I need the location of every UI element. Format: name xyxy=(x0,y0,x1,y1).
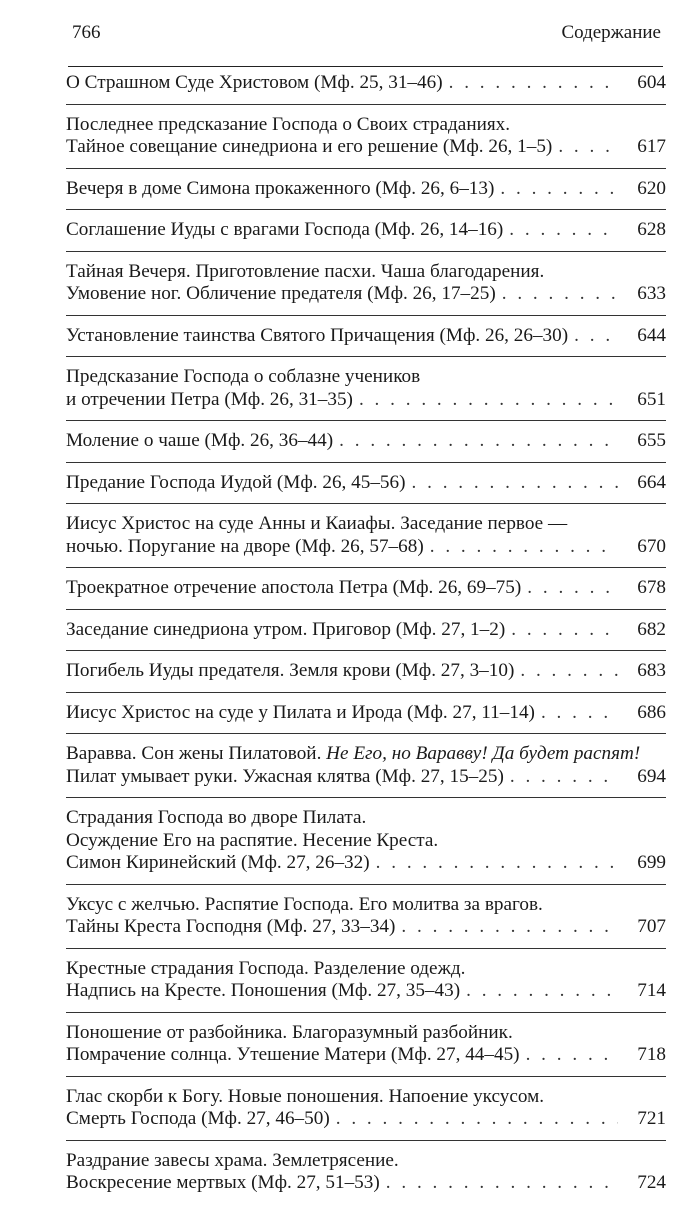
toc-entry-last-line xyxy=(66,389,666,412)
toc-entry-line: Тайная Вечеря. Приготовление пасхи. Чаша благодарения. xyxy=(66,260,545,282)
toc-entry-line: Раздрание завесы храма. Землетрясение. xyxy=(66,1149,399,1171)
toc-entry-text: Воскресение мертвых (Мф. 27, 51–53) xyxy=(66,1172,380,1193)
toc-page-number: 683 xyxy=(637,660,666,681)
toc-entry-text: Смерть Господа (Мф. 27, 46–50) xyxy=(66,1108,330,1129)
toc-entry-last-line xyxy=(66,577,666,600)
dot-leader xyxy=(520,660,618,683)
toc-entry-last-line xyxy=(66,1108,666,1131)
toc-entry xyxy=(66,743,666,798)
toc-entry xyxy=(66,261,666,316)
toc-entry-last-line xyxy=(66,325,666,348)
toc-entry xyxy=(66,472,666,505)
toc-entry-line: Последнее предсказание Господа о Своих страданиях. xyxy=(66,113,511,135)
toc-entry-last-line xyxy=(66,472,666,495)
toc-entry xyxy=(66,325,666,358)
toc-entry-last-line xyxy=(66,283,666,306)
toc-entry xyxy=(66,894,666,949)
dot-leader xyxy=(502,283,618,306)
toc-page-number: 718 xyxy=(637,1044,666,1065)
toc-entry-text: Умовение ног. Обличение предателя (Мф. 26, 17–25) xyxy=(66,283,496,304)
toc-entry-last-line xyxy=(66,702,666,725)
toc-entry-last-line xyxy=(66,136,666,159)
toc-entry-last-line xyxy=(66,219,666,242)
toc-entry-line: Крестные страдания Господа. Разделение одежд. xyxy=(66,957,466,979)
dot-leader xyxy=(510,766,618,789)
toc-entry-text: и отречении Петра (Мф. 26, 31–35) xyxy=(66,388,353,410)
toc-entry-text: Соглашение Иуды с врагами Господа (Мф. 26, 14–16) xyxy=(66,219,504,240)
toc-entry-text: Вечеря в доме Симона прокаженного (Мф. 26, 6–13) xyxy=(66,177,495,199)
toc-page-number: 678 xyxy=(637,577,666,598)
dot-leader xyxy=(430,536,618,559)
toc-entry xyxy=(66,958,666,1013)
dot-leader xyxy=(386,1172,618,1195)
toc-page-number: 682 xyxy=(637,618,666,640)
dot-leader xyxy=(336,1108,618,1131)
header-rule xyxy=(68,66,663,67)
toc-entry-line: Глас скорби к Богу. Новые поношения. Напоение уксусом. xyxy=(66,1085,545,1107)
table-of-contents xyxy=(66,72,666,1213)
toc-entry-italic-text: Не Его, но Варавву! Да будет распят! xyxy=(326,743,641,764)
toc-entry xyxy=(66,1022,666,1077)
toc-page-number: 707 xyxy=(637,916,666,937)
toc-page-number: 604 xyxy=(637,72,666,93)
toc-page-number: 686 xyxy=(637,701,666,723)
dot-leader xyxy=(466,980,618,1003)
toc-entry-text: Надпись на Кресте. Поношения (Мф. 27, 35–43) xyxy=(66,980,461,1001)
section-title: Содержание xyxy=(561,22,661,43)
toc-entry-line: Предсказание Господа о соблазне учеников xyxy=(66,366,421,387)
dot-leader xyxy=(527,577,618,600)
toc-entry xyxy=(66,430,666,463)
toc-entry-line xyxy=(66,743,666,766)
toc-page-number: 655 xyxy=(637,430,666,451)
toc-entry-last-line xyxy=(66,660,666,683)
toc-page-number: 721 xyxy=(637,1108,666,1129)
dot-leader xyxy=(359,389,618,412)
toc-page-number: 694 xyxy=(637,765,666,787)
toc-entry xyxy=(66,178,666,211)
toc-page-number: 651 xyxy=(637,388,666,410)
toc-entry-last-line xyxy=(66,916,666,939)
dot-leader xyxy=(500,178,618,201)
toc-entry xyxy=(66,513,666,568)
toc-page-number: 620 xyxy=(637,177,666,199)
toc-page-number: 670 xyxy=(637,535,666,557)
dot-leader xyxy=(558,136,618,159)
toc-page-number: 633 xyxy=(637,283,666,304)
toc-entry-line: Иисус Христос на суде Анны и Каиафы. Заседание первое — xyxy=(66,513,568,534)
dot-leader xyxy=(339,430,618,453)
toc-entry xyxy=(66,72,666,105)
toc-entry-text: Иисус Христос на суде у Пилата и Ирода (Мф. 27, 11–14) xyxy=(66,701,535,723)
toc-entry-text: Тайное совещание синедриона и его решение (Мф. 26, 1–5) xyxy=(66,136,553,157)
page-header xyxy=(0,18,699,52)
toc-entry-text: О Страшном Суде Христовом (Мф. 25, 31–46) xyxy=(66,72,443,93)
toc-entry xyxy=(66,807,666,885)
toc-entry xyxy=(66,114,666,169)
toc-entry-last-line xyxy=(66,980,666,1003)
toc-entry-text: Моление о чаше (Мф. 26, 36–44) xyxy=(66,430,334,451)
toc-entry-text: Тайны Креста Господня (Мф. 27, 33–34) xyxy=(66,916,396,937)
toc-entry-last-line xyxy=(66,852,666,875)
toc-entry xyxy=(66,1150,666,1204)
toc-page-number: 628 xyxy=(637,219,666,240)
toc-entry-last-line xyxy=(66,72,666,95)
toc-entry-text: Помрачение солнца. Утешение Матери (Мф. 27, 44–45) xyxy=(66,1044,520,1065)
toc-entry-line: Поношение от разбойника. Благоразумный разбойник. xyxy=(66,1021,513,1043)
toc-entry-last-line xyxy=(66,178,666,201)
toc-entry xyxy=(66,577,666,610)
page-number: 766 xyxy=(72,22,101,43)
toc-entry-last-line xyxy=(66,1044,666,1067)
dot-leader xyxy=(412,472,619,495)
toc-entry-text: Симон Киринейский (Мф. 27, 26–32) xyxy=(66,852,370,873)
dot-leader xyxy=(511,619,618,642)
toc-entry-last-line xyxy=(66,536,666,559)
dot-leader xyxy=(526,1044,618,1067)
toc-entry-line: Осуждение Его на распятие. Несение Креста. xyxy=(66,829,439,851)
toc-page-number: 724 xyxy=(637,1172,666,1193)
toc-entry-text: Предание Господа Иудой (Мф. 26, 45–56) xyxy=(66,471,406,493)
toc-page-number: 664 xyxy=(637,471,666,493)
toc-entry-line: Страдания Господа во дворе Пилата. xyxy=(66,807,367,828)
toc-entry xyxy=(66,1086,666,1141)
toc-entry-text: Пилат умывает руки. Ужасная клятва (Мф. 27, 15–25) xyxy=(66,765,504,787)
toc-entry xyxy=(66,219,666,252)
toc-entry-text: ночью. Поругание на дворе (Мф. 26, 57–68) xyxy=(66,535,424,557)
toc-entry-text: Погибель Иуды предателя. Земля крови (Мф. 27, 3–10) xyxy=(66,660,515,681)
dot-leader xyxy=(376,852,618,875)
dot-leader xyxy=(509,219,618,242)
toc-entry xyxy=(66,660,666,693)
dot-leader xyxy=(541,702,618,725)
toc-entry-last-line xyxy=(66,766,666,789)
toc-page-number: 699 xyxy=(637,852,666,873)
toc-entry-text: Троекратное отречение апостола Петра (Мф. 26, 69–75) xyxy=(66,577,522,598)
toc-entry xyxy=(66,366,666,421)
dot-leader xyxy=(449,72,618,95)
toc-entry-last-line xyxy=(66,430,666,453)
toc-entry-last-line xyxy=(66,1172,666,1195)
toc-entry xyxy=(66,619,666,652)
dot-leader xyxy=(574,325,618,348)
toc-page-number: 714 xyxy=(637,980,666,1001)
toc-entry-last-line xyxy=(66,619,666,642)
toc-entry xyxy=(66,702,666,735)
toc-entry-line: Уксус с желчью. Распятие Господа. Его молитва за врагов. xyxy=(66,893,543,915)
toc-page-number: 617 xyxy=(637,136,666,157)
toc-entry-text: Варавва. Сон жены Пилатовой. xyxy=(66,743,327,764)
toc-entry-text: Заседание синедриона утром. Приговор (Мф. 27, 1–2) xyxy=(66,618,506,640)
dot-leader xyxy=(401,916,618,939)
toc-page-number: 644 xyxy=(637,324,666,346)
toc-entry-text: Установление таинства Святого Причащения (Мф. 26, 26–30) xyxy=(66,324,569,346)
